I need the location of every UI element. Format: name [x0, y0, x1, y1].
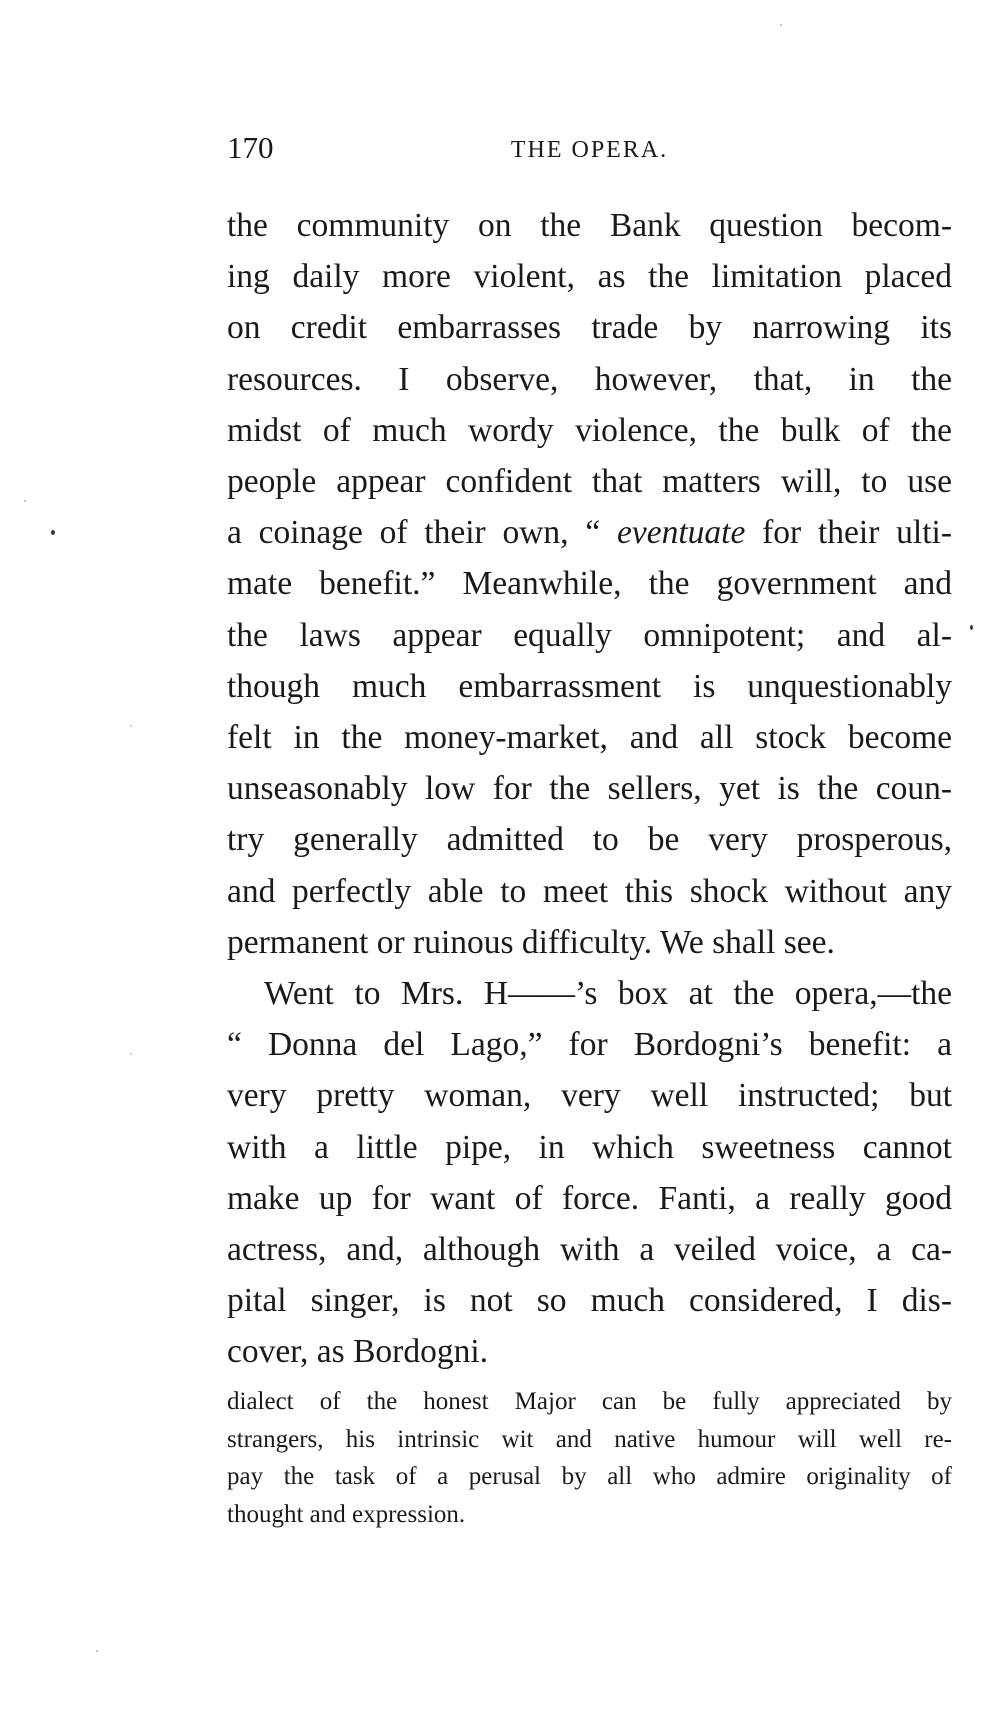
text-line: midst of much wordy violence, the bulk of the	[227, 411, 952, 449]
text-line-with-italic	[227, 507, 952, 558]
text-line: on credit embarrasses trade by narrowing its	[227, 309, 952, 347]
paper-speck	[24, 500, 26, 502]
page-number: 170	[227, 130, 274, 165]
text-line: felt in the money-market, and all stock become	[227, 719, 952, 757]
body-text	[227, 200, 952, 1378]
paper-speck	[780, 24, 782, 26]
text-line: ing daily more violent, as the limitation placed	[227, 258, 952, 296]
footnote-line: pay the task of a perusal by all who admire originality of	[227, 1463, 952, 1490]
paper-speck	[970, 625, 973, 630]
text-line: pital singer, is not so much considered, I dis-	[227, 1282, 952, 1320]
text-line: actress, and, although with a veiled voice, a ca-	[227, 1231, 952, 1269]
paragraph-1	[227, 200, 952, 968]
text-line: cover, as Bordogni.	[227, 1333, 489, 1371]
paragraph-2	[227, 968, 952, 1378]
footnote-line: thought and expression.	[227, 1500, 466, 1528]
text-line: try generally admitted to be very prosperous,	[227, 821, 952, 859]
footnote	[227, 1383, 952, 1533]
text-line: very pretty woman, very well instructed; but	[227, 1077, 952, 1115]
text-line: though much embarrassment is unquestionably	[227, 667, 952, 705]
italic-word: eventuate	[617, 514, 746, 552]
text-line: resources. I observe, however, that, in the	[227, 360, 952, 398]
text-line: with a little pipe, in which sweetness cannot	[227, 1128, 952, 1166]
text-line: Went to Mrs. H——’s box at the opera,—the	[264, 975, 952, 1013]
text-line: the laws appear equally omnipotent; and al-	[227, 616, 952, 654]
text-line: mate benefit.” Meanwhile, the government and	[227, 565, 952, 603]
text-line: “ Donna del Lago,” for Bordogni’s benefit: a	[227, 1026, 952, 1064]
paper-speck	[96, 1650, 98, 1652]
text-fragment: for their ulti-	[745, 514, 953, 552]
running-head: THE OPERA.	[510, 137, 669, 163]
paper-speck	[130, 725, 132, 727]
paper-speck	[51, 530, 55, 535]
paper-speck	[130, 1053, 132, 1055]
text-line: and perfectly able to meet this shock without any	[227, 872, 952, 910]
text-line: the community on the Bank question becom-	[227, 207, 952, 244]
text-line: people appear confident that matters will, to use	[227, 463, 952, 501]
text-line: unseasonably low for the sellers, yet is the coun-	[227, 770, 952, 808]
text-line: make up for want of force. Fanti, a really good	[227, 1179, 952, 1217]
page-header	[227, 128, 952, 168]
text-fragment: a coinage of their own, “	[227, 514, 618, 552]
footnote-line: dialect of the honest Major can be fully appreciated by	[227, 1388, 952, 1415]
footnote-line: strangers, his intrinsic wit and native humour will well re-	[227, 1425, 952, 1453]
text-line: permanent or ruinous difficulty. We shall see.	[227, 923, 835, 961]
